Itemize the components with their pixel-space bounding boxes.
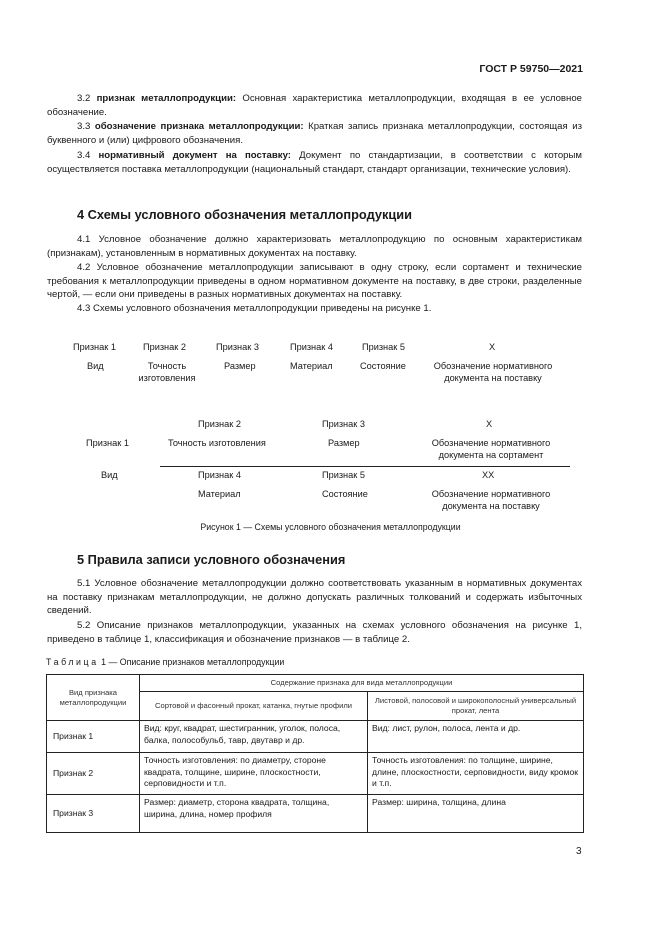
table-cell: Размер: диаметр, сторона квадрата, толщина, ширина, длина, номер профиля: [140, 795, 368, 833]
paragraph-text: 4.1 Условное обозначение должно характеризовать металлопродукцию по основным характеристикам (признакам), установленным в нормативных документах на поставку.: [47, 234, 582, 259]
paragraph-text: 4.3 Схемы условного обозначения металлопродукции приведены на рисунке 1.: [77, 303, 432, 314]
section-4-title: 4 Схемы условного обозначения металлопродукции: [77, 207, 412, 222]
paragraph-text: 5.1 Условное обозначение металлопродукции должно соответствовать указанным в нормативных документах на поставку признакам металлопродукции, не должно допускать различных толкований и содержать избыточных сведений.: [47, 578, 582, 617]
scheme2-bottom-value-x: Обозначение нормативного документа на поставку: [431, 489, 551, 511]
def-term: нормативный документ на поставку:: [98, 150, 291, 161]
scheme1-value-4: Материал: [290, 361, 333, 371]
table-header-row: [47, 675, 584, 692]
scheme1-header-5: Признак 5: [362, 342, 405, 352]
scheme1-header-4: Признак 4: [290, 342, 333, 352]
scheme2-bottom-header-xx: XX: [482, 470, 495, 480]
table-row: [47, 721, 584, 753]
scheme1-header-x: X: [489, 342, 496, 352]
scheme1-value-3: Размер: [224, 361, 256, 371]
scheme1-value-2: Точность изготовления: [138, 361, 196, 383]
paragraph-text: 4.2 Условное обозначение металлопродукции записывают в одну строку, если сортамент и технические требования к металлопродукции приведены в одном нормативном документе на поставку, в две строки, разделенные чертой, — если они приведены в разных нормативных документах на поставку.: [47, 262, 582, 301]
scheme1-header-3: Признак 3: [216, 342, 259, 352]
paragraph-4-1: [47, 233, 582, 260]
scheme2-top-value-x: Обозначение нормативного документа на сортамент: [431, 438, 551, 460]
def-term: обозначение признака металлопродукции:: [94, 121, 304, 132]
scheme2-bottom-header-5: Признак 5: [322, 470, 365, 480]
scheme2-top-value-2: Точность изготовления: [168, 438, 266, 448]
row-label: Признак 2: [47, 753, 140, 795]
table-cell: Вид: лист, рулон, полоса, лента и др.: [368, 721, 584, 753]
table-caption: [46, 657, 284, 667]
def-num: 3.4: [77, 150, 91, 161]
document-id: ГОСТ Р 59750—2021: [479, 63, 583, 75]
scheme2-bottom-value-5: Состояние: [322, 489, 368, 499]
column-header-feature-type: Вид признака металлопродукции: [47, 675, 140, 721]
scheme1-header-2: Признак 2: [143, 342, 186, 352]
def-num: 3.3: [77, 121, 91, 132]
page-number: 3: [576, 846, 582, 857]
scheme2-left-bottom: Вид: [101, 470, 118, 480]
def-text: Краткая запись признака металлопродукции, состоящая из буквенного и (или) цифрового обозначения.: [47, 121, 582, 146]
section-5-title: 5 Правила записи условного обозначения: [77, 552, 346, 567]
def-num: 3.2: [77, 93, 91, 104]
column-header-flat-products: Листовой, полосовой и широкополосный универсальный прокат, лента: [368, 692, 584, 721]
definition-3-2: [47, 92, 582, 119]
column-group-header: Содержание признака для вида металлопродукции: [140, 675, 584, 692]
definition-3-4: [47, 149, 582, 176]
table-row: [47, 753, 584, 795]
paragraph-5-1: [47, 577, 582, 618]
table-cell: Точность изготовления: по толщине, ширине, длине, плоскостности, серповидности, виду кромок и т.п.: [368, 753, 584, 795]
scheme1-value-1: Вид: [87, 361, 104, 371]
paragraph-4-2: [47, 261, 582, 302]
column-header-section-products: Сортовой и фасонный прокат, катанка, гнутые профили: [140, 692, 368, 721]
table-cell: Размер: ширина, толщина, длина: [368, 795, 584, 833]
figure-caption: Рисунок 1 — Схемы условного обозначения металлопродукции: [200, 522, 461, 532]
table-1: [46, 674, 584, 833]
paragraph-4-3: [47, 302, 582, 316]
definition-3-3: [47, 120, 582, 147]
def-text: Документ по стандартизации, в соответствии с которым осуществляется поставка металлопродукции (национальный стандарт, стандарт организации, технические условия).: [47, 150, 582, 175]
row-label: Признак 3: [47, 795, 140, 833]
scheme1-value-x: Обозначение нормативного документа на поставку: [433, 361, 553, 383]
table-cell: Вид: круг, квадрат, шестигранник, уголок, полоса, балка, полособульб, тавр, двутавр и др.: [140, 721, 368, 753]
scheme2-top-header-2: Признак 2: [198, 419, 241, 429]
scheme1-header-1: Признак 1: [73, 342, 116, 352]
paragraph-5-2: [47, 619, 582, 646]
def-term: признак металлопродукции:: [96, 93, 237, 104]
scheme2-divider-line: [160, 466, 570, 467]
row-label: Признак 1: [47, 721, 140, 753]
table-row: [47, 795, 584, 833]
scheme2-top-value-3: Размер: [328, 438, 360, 448]
scheme2-top-header-x: X: [486, 419, 493, 429]
table-cell: Точность изготовления: по диаметру, стороне квадрата, толщине, ширине, плоскостности, серповидности и т.п.: [140, 753, 368, 795]
table-caption-text: 1 — Описание признаков металлопродукции: [101, 657, 285, 667]
scheme2-top-header-3: Признак 3: [322, 419, 365, 429]
scheme2-bottom-value-4: Материал: [198, 489, 241, 499]
scheme2-left-top: Признак 1: [86, 438, 129, 448]
scheme2-bottom-header-4: Признак 4: [198, 470, 241, 480]
paragraph-text: 5.2 Описание признаков металлопродукции, указанных на схемах условного обозначения на рисунке 1, приведено в таблице 1, классификация и обозначение признаков — в таблице 2.: [47, 620, 582, 645]
scheme1-value-5: Состояние: [360, 361, 406, 371]
table-caption-prefix: Таблица: [46, 657, 99, 667]
def-text: Основная характеристика металлопродукции, входящая в ее условное обозначение.: [47, 93, 582, 118]
